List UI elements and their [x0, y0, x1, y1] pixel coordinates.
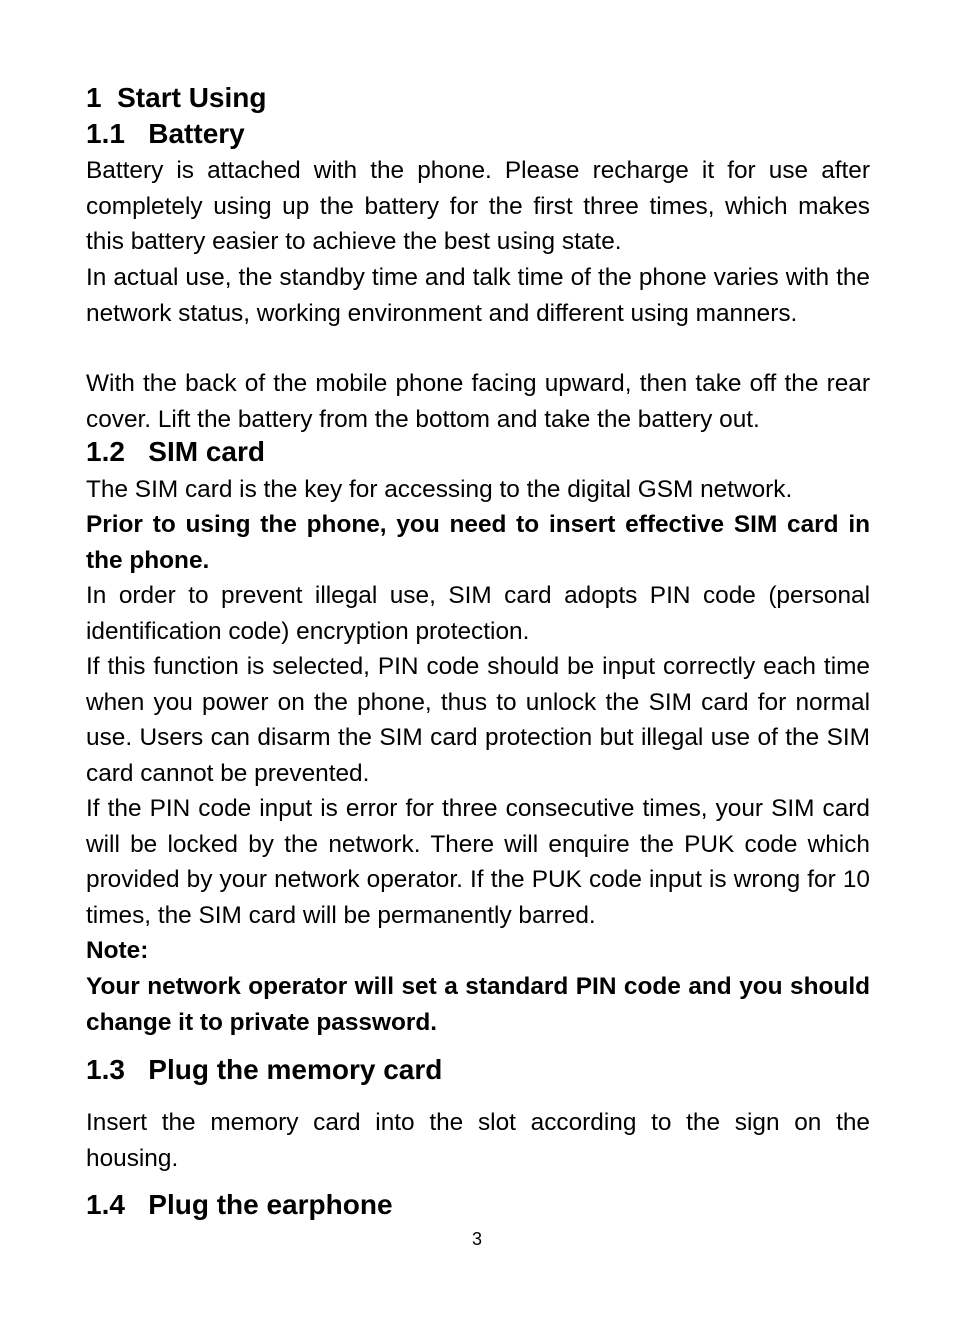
battery-paragraph-1: Battery is attached with the phone. Please recharge it for use after completely using up the battery for the first three times, which makes this battery easier to achieve the best using state. [86, 157, 870, 256]
chapter-heading: 1 Start Using [86, 82, 267, 113]
section-heading-memory-card: 1.3 Plug the memory card [86, 1054, 443, 1085]
note-text: Your network operator will set a standard PIN code and you should change it to private password. [86, 973, 870, 1036]
memory-card-paragraph: Insert the memory card into the slot according to the sign on the housing. [86, 1109, 870, 1172]
battery-paragraph-2: In actual use, the standby time and talk time of the phone varies with the network status, working environment and different using manners. [86, 264, 870, 327]
sim-paragraph-2: In order to prevent illegal use, SIM card adopts PIN code (personal identification code) encryption protection. [86, 582, 870, 645]
sim-paragraph-3: If this function is selected, PIN code should be input correctly each time when you power on the phone, thus to unlock the SIM card for normal use. Users can disarm the SIM card protection but illegal use of the SIM card cannot be prevented. [86, 653, 870, 787]
battery-paragraph-3: With the back of the mobile phone facing upward, then take off the rear cover. Lift the battery from the bottom and take the battery out. [86, 370, 870, 433]
sim-paragraph-1: The SIM card is the key for accessing to the digital GSM network. [86, 476, 793, 503]
section-heading-battery: 1.1 Battery [86, 118, 245, 149]
page-number: 3 [471, 1229, 482, 1249]
section-heading-earphone: 1.4 Plug the earphone [86, 1189, 393, 1220]
section-heading-sim-card: 1.2 SIM card [86, 436, 265, 467]
sim-paragraph-4: If the PIN code input is error for three consecutive times, your SIM card will be locked by the network. There will enquire the PUK code which provided by your network operator. If the PUK code input is wrong for 10 times, the SIM card will be permanently barred. [86, 795, 870, 929]
sim-paragraph-bold: Prior to using the phone, you need to insert effective SIM card in the phone. [86, 511, 870, 574]
note-label: Note: [86, 937, 149, 964]
